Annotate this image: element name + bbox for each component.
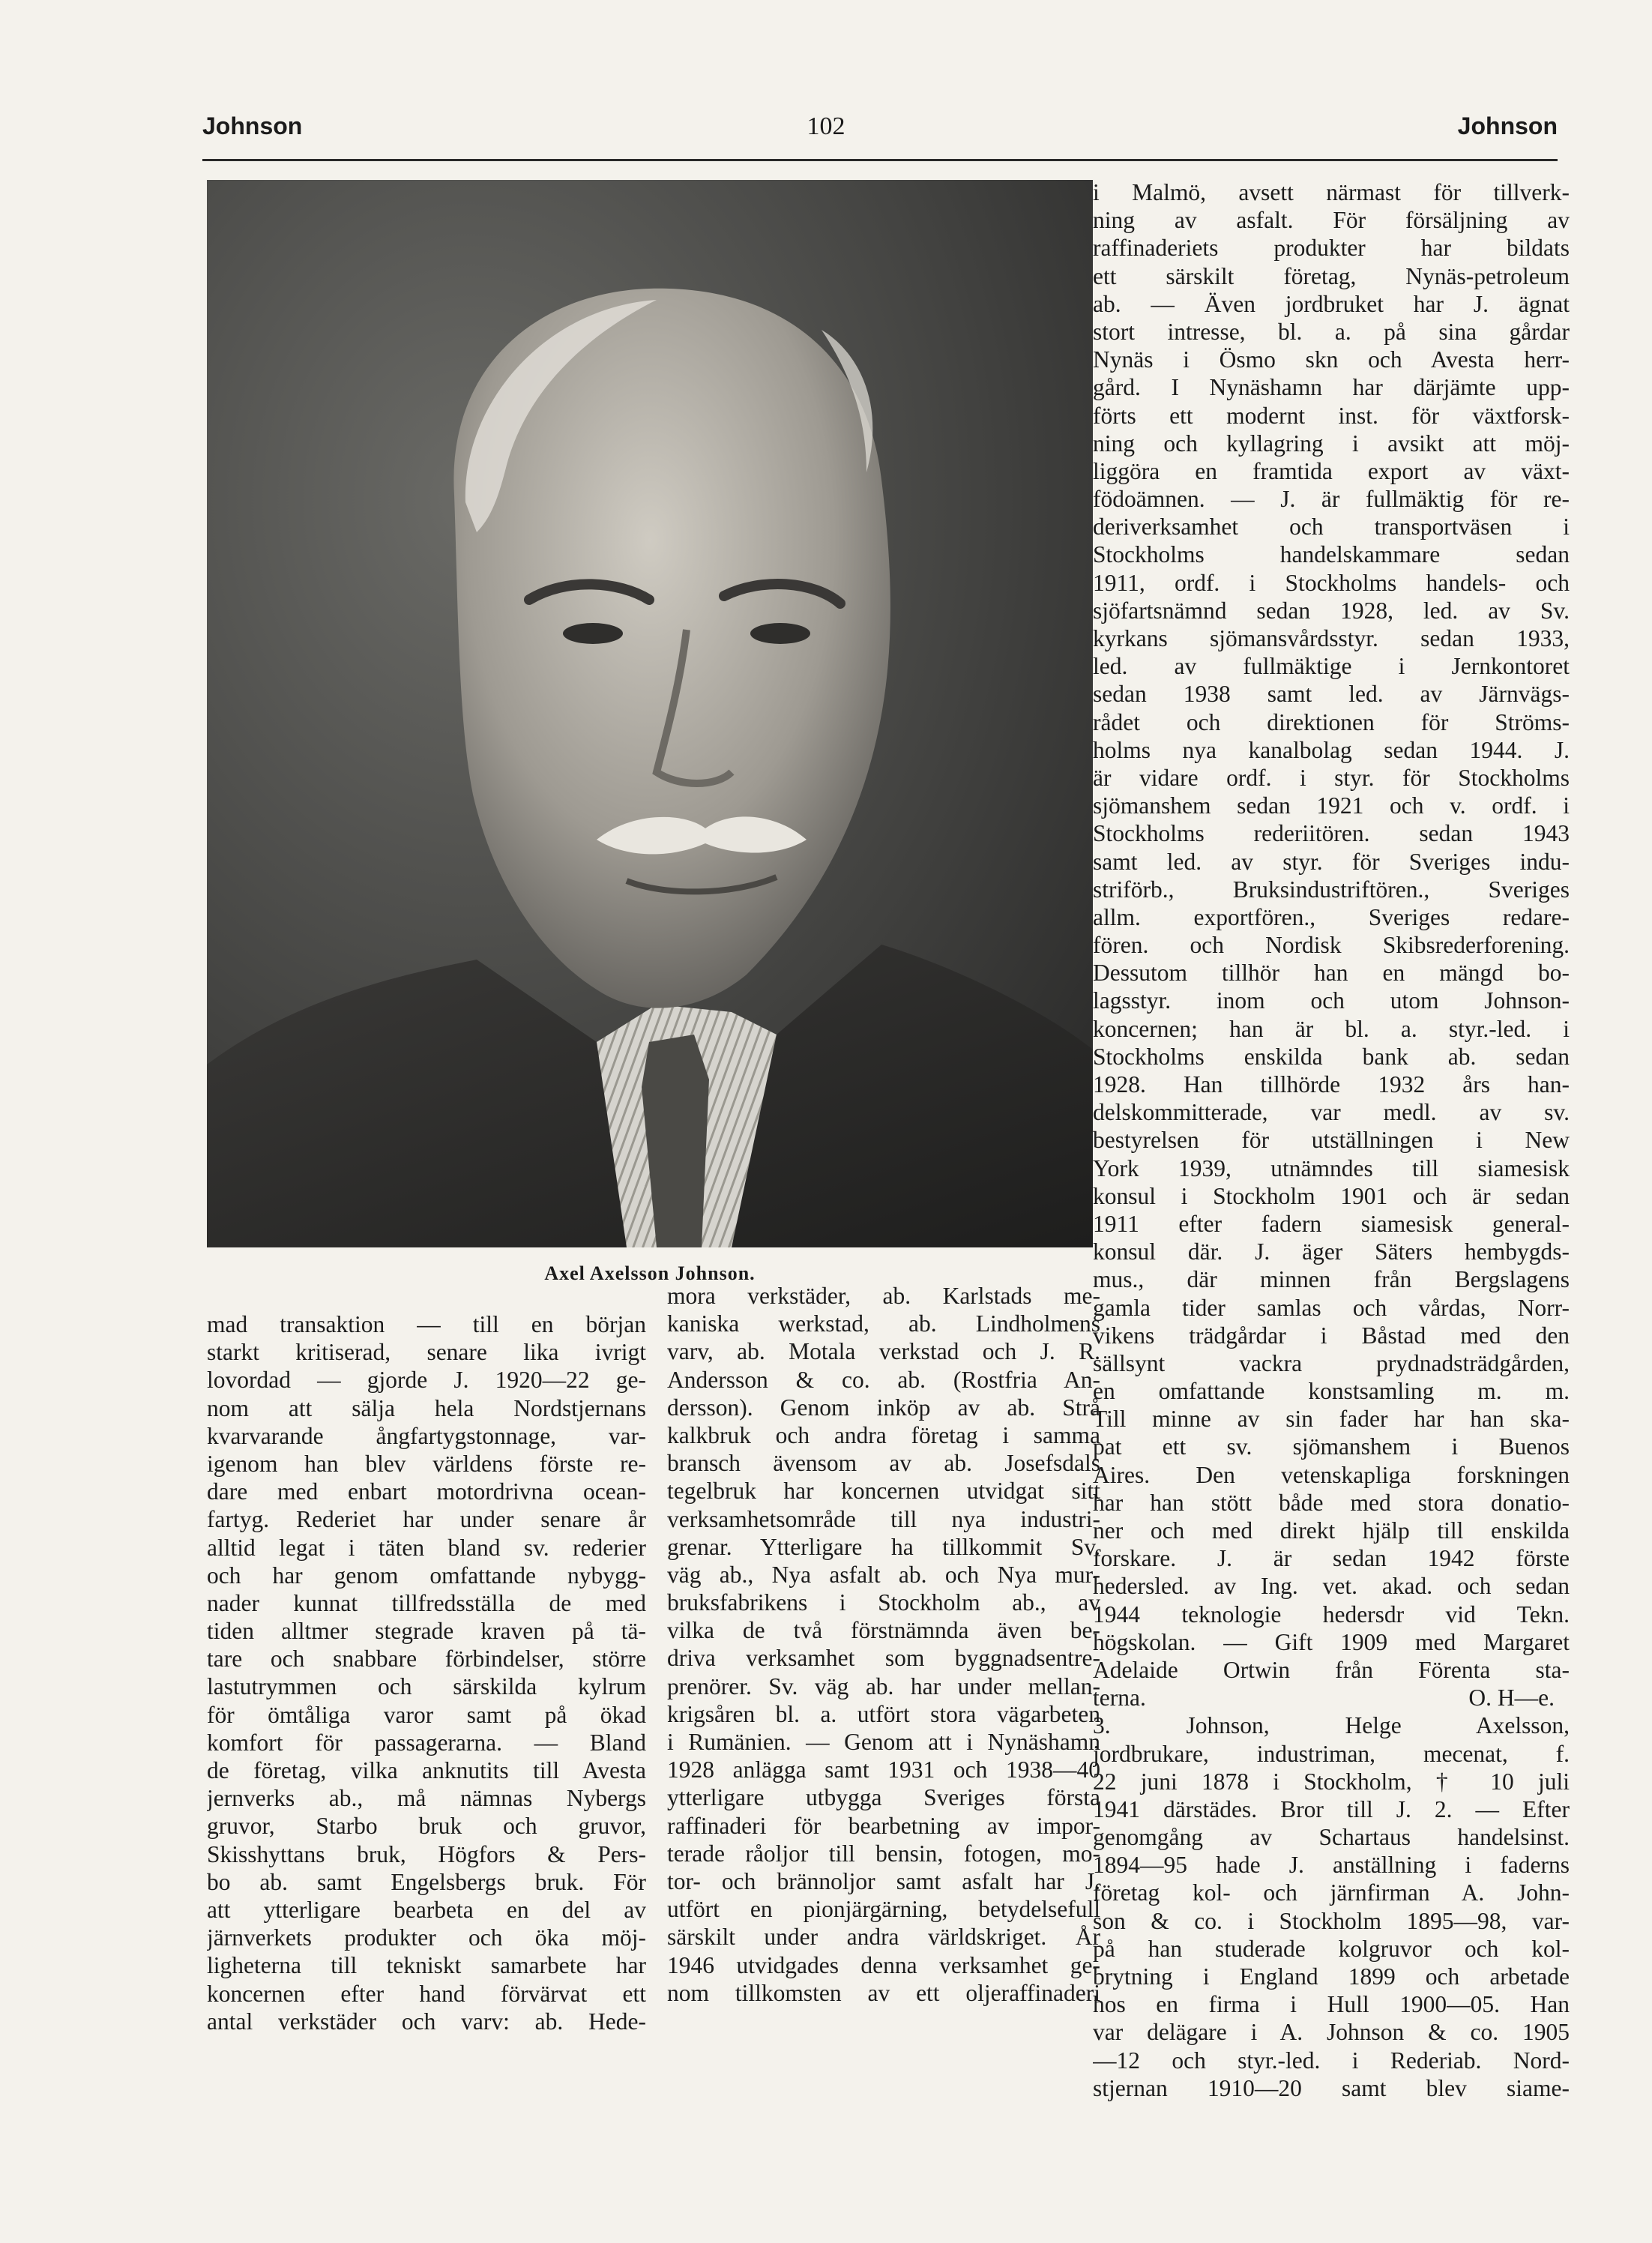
text-line: tegelbruk har koncernen utvidgat sitt [667,1478,1100,1505]
text-line: 1944 teknologie hedersdr vid Tekn. [1093,1601,1570,1628]
text-line: kaniska werkstad, ab. Lindholmens [667,1310,1100,1337]
text-line: bruksfabrikens i Stockholm ab., av [667,1589,1100,1616]
text-line: tiden alltmer stegrade kraven på tä- [207,1618,646,1645]
text-line: Adelaide Ortwin från Förenta sta- [1093,1656,1570,1683]
text-line: ett särskilt företag, Nynäs-petroleum [1093,262,1570,289]
text-line: rådet och direktionen för Ströms- [1093,708,1570,735]
running-head-left: Johnson [202,112,303,139]
text-line: alltid legat i täten bland sv. rederier [207,1534,646,1561]
text-column-2 [667,1282,1100,2007]
text-line: de företag, vilka anknutits till Avesta [207,1757,646,1783]
text-line: samt led. av styr. för Sveriges indu- [1093,848,1570,875]
text-line: vikens trädgårdar i Båstad med den [1093,1322,1570,1349]
text-line: 1928 anlägga samt 1931 och 1938—40 [667,1756,1100,1783]
text-line: sjöfartsnämnd sedan 1928, led. av Sv. [1093,597,1570,624]
text-line: ligheterna till tekniskt samarbete har [207,1952,646,1979]
text-line: liggöra en framtida export av växt- [1093,457,1570,484]
text-line: 1911, ordf. i Stockholms handels- och [1093,569,1570,596]
text-line: prenörer. Sv. väg ab. har under mellan- [667,1673,1100,1699]
text-line: 1928. Han tillhörde 1932 års han- [1093,1071,1570,1098]
text-line: fartyg. Rederiet har under senare år [207,1506,646,1533]
text-line: ab. — Även jordbruket har J. ägnat [1093,290,1570,317]
text-line: dare med enbart motordrivna ocean- [207,1478,646,1505]
text-line: raffinaderiets produkter har bildats [1093,235,1570,262]
text-line: bo ab. samt Engelsbergs bruk. För [207,1868,646,1895]
text-line: 1946 utvidgades denna verksamhet ge- [667,1951,1100,1978]
text-line: tor- och brännoljor samt asfalt har J. [667,1867,1100,1894]
text-line: brytning i England 1899 och arbetade [1093,1963,1570,1990]
text-line: verksamhetsområde till nya industri- [667,1505,1100,1532]
text-line: raffinaderi för bearbetning av impor- [667,1812,1100,1839]
text-line: allm. exportfören., Sveriges redare- [1093,903,1570,930]
text-line: koncernen; han är bl. a. styr.-led. i [1093,1015,1570,1042]
text-line: 3. Johnson, Helge Axelsson, [1093,1712,1570,1739]
text-line: gård. I Nynäshamn har därjämte upp- [1093,374,1570,401]
text-line: Andersson & co. ab. (Rostfria An- [667,1366,1100,1393]
text-line: kvarvarande ångfartygstonnage, var- [207,1422,646,1449]
text-column-1 [207,1310,646,2035]
text-line: fören. och Nordisk Skibsrederforening. [1093,932,1570,959]
text-line: koncernen efter hand förvärvat ett [207,1980,646,2007]
text-line: grenar. Ytterligare ha tillkommit Sv. [667,1533,1100,1560]
text-line: dersson). Genom inköp av ab. Strå [667,1394,1100,1421]
text-line: kyrkans sjömansvårdsstyr. sedan 1933, [1093,625,1570,651]
text-line: på han studerade kolgruvor och kol- [1093,1935,1570,1962]
text-line: ytterligare utbygga Sveriges första [667,1784,1100,1811]
text-line: järnverkets produkter och öka möj- [207,1924,646,1951]
text-line: pat ett sv. sjömanshem i Buenos [1093,1433,1570,1460]
header-rule [202,159,1558,161]
text-line: för ömtåliga varor samt på ökad [207,1701,646,1728]
signature-line [1093,1684,1570,1711]
text-line: terade råoljor till bensin, fotogen, mo- [667,1840,1100,1867]
text-line: Skisshyttans bruk, Högfors & Pers- [207,1840,646,1867]
text-line: nom att sälja hela Nordstjernans [207,1394,646,1421]
text-line: Dessutom tillhör han en mängd bo- [1093,960,1570,987]
text-line: mad transaktion — till en början [207,1311,646,1337]
text-line: hedersled. av Ing. vet. akad. och sedan [1093,1573,1570,1600]
text-line: son & co. i Stockholm 1895—98, var- [1093,1907,1570,1934]
text-line: konsul där. J. äger Säters hembygds- [1093,1238,1570,1265]
text-line: lastutrymmen och särskilda kylrum [207,1673,646,1700]
text-line: driva verksamhet som byggnadsentre- [667,1645,1100,1672]
text-line: igenom han blev världens förste re- [207,1450,646,1477]
text-line: holms nya kanalbolag sedan 1944. J. [1093,736,1570,763]
text-line: starkt kritiserad, senare lika ivrigt [207,1339,646,1366]
text-line: företag kol- och järnfirman A. John- [1093,1879,1570,1906]
text-line: förts ett modernt inst. för växtforsk- [1093,402,1570,429]
text-line: Till minne av sin fader har han ska- [1093,1406,1570,1433]
text-line: gamla tider samlas och vårdas, Norr- [1093,1294,1570,1321]
page-number: 102 [807,112,845,140]
text-line: varv, ab. Motala verkstad och J. R. [667,1338,1100,1365]
text-line: Nynäs i Ösmo skn och Avesta herr- [1093,346,1570,373]
text-line: sjömanshem sedan 1921 och v. ordf. i [1093,792,1570,819]
text-line: vilka de två förstnämnda även be- [667,1617,1100,1644]
text-line: jordbrukare, industriman, mecenat, f. [1093,1740,1570,1767]
text-line: särskilt under andra världskriget. År [667,1924,1100,1951]
text-line: högskolan. — Gift 1909 med Margaret [1093,1628,1570,1655]
text-line: sällsynt vackra prydnadsträdgården, [1093,1349,1570,1376]
text-line: Stockholms rederiitören. sedan 1943 [1093,820,1570,847]
text-line: mora verkstäder, ab. Karlstads me- [667,1283,1100,1309]
text-line: lovordad — gjorde J. 1920—22 ge- [207,1367,646,1394]
portrait-illustration [207,180,1093,1247]
text-line: mus., där minnen från Bergslagens [1093,1266,1570,1293]
text-line: och har genom omfattande nybygg- [207,1562,646,1589]
text-line: hos en firma i Hull 1900—05. Han [1093,1991,1570,2018]
text-line: 1894—95 hade J. anställning i faderns [1093,1852,1570,1879]
portrait-photo [207,180,1093,1247]
running-head-right: Johnson [1457,112,1558,139]
text-line: är vidare ordf. i styr. för Stockholms [1093,764,1570,791]
photo-caption: Axel Axelsson Johnson. [544,1262,756,1284]
text-line: bestyrelsen för utställningen i New [1093,1127,1570,1154]
text-line: krigsåren bl. a. utfört stora vägarbeten [667,1700,1100,1727]
text-line: att ytterligare bearbeta en del av [207,1896,646,1923]
signature-initials: O. H—e. [1468,1684,1555,1711]
text-line: 1911 efter fadern siamesisk general- [1093,1210,1570,1237]
text-line: en omfattande konstsamling m. m. [1093,1378,1570,1405]
text-column-3 [1093,178,1570,2102]
text-line: väg ab., Nya asfalt ab. och Nya mur- [667,1561,1100,1588]
text-line: antal verkstäder och varv: ab. Hede- [207,2008,646,2035]
text-line: bransch ävensom av ab. Josefsdals [667,1450,1100,1477]
text-line: ner och med direkt hjälp till enskilda [1093,1517,1570,1544]
text-line: sedan 1938 samt led. av Järnvägs- [1093,681,1570,708]
text-line: lagsstyr. inom och utom Johnson- [1093,987,1570,1014]
text-line: stjernan 1910—20 samt blev siame- [1093,2074,1570,2101]
text-line: har han stött både med stora donatio- [1093,1489,1570,1516]
signature-text: terna. [1093,1684,1146,1711]
text-line: konsul i Stockholm 1901 och är sedan [1093,1182,1570,1209]
text-line: Aires. Den vetenskapliga forskningen [1093,1461,1570,1488]
text-line: delskommitterade, var medl. av sv. [1093,1099,1570,1126]
text-line: jernverks ab., må nämnas Nybergs [207,1785,646,1812]
text-line: ning av asfalt. För försäljning av [1093,207,1570,234]
text-line: genomgång av Schartaus handelsinst. [1093,1824,1570,1851]
text-line: Stockholms enskilda bank ab. sedan [1093,1043,1570,1070]
text-line: stort intresse, bl. a. på sina gårdar [1093,318,1570,345]
text-line: 1941 därstädes. Bror till J. 2. — Efter [1093,1795,1570,1822]
text-line: nader kunnat tillfredsställa de med [207,1589,646,1616]
text-line: deriverksamhet och transportväsen i [1093,514,1570,541]
text-line: ning och kyllagring i avsikt att möj- [1093,430,1570,457]
text-column-3-part-b [1093,1711,1570,2102]
text-line: 22 juni 1878 i Stockholm, † 10 juli [1093,1768,1570,1795]
text-line: utfört en pionjärgärning, betydelsefull [667,1896,1100,1923]
text-line: led. av fullmäktige i Jernkontoret [1093,653,1570,680]
text-line: födoämnen. — J. är fullmäktig för re- [1093,486,1570,513]
text-line: gruvor, Starbo bruk och gruvor, [207,1813,646,1840]
text-line: forskare. J. är sedan 1942 förste [1093,1545,1570,1572]
text-line: striförb., Bruksindustriftören., Sveriges [1093,876,1570,903]
text-line: komfort för passagerarna. — Bland [207,1729,646,1756]
text-line: var delägare i A. Johnson & co. 1905 [1093,2019,1570,2046]
text-line: nom tillkomsten av ett oljeraffinaderi [667,1979,1100,2006]
text-line: i Rumänien. — Genom att i Nynäshamn [667,1729,1100,1755]
text-line: York 1939, utnämndes till siamesisk [1093,1154,1570,1181]
text-line: Stockholms handelskammare sedan [1093,541,1570,568]
text-line: tare och snabbare förbindelser, större [207,1646,646,1673]
text-line: i Malmö, avsett närmast för tillverk- [1093,179,1570,205]
text-line: kalkbruk och andra företag i samma [667,1421,1100,1448]
text-column-3-part-a [1093,178,1570,1684]
text-line: —12 och styr.-led. i Rederiab. Nord- [1093,2047,1570,2074]
